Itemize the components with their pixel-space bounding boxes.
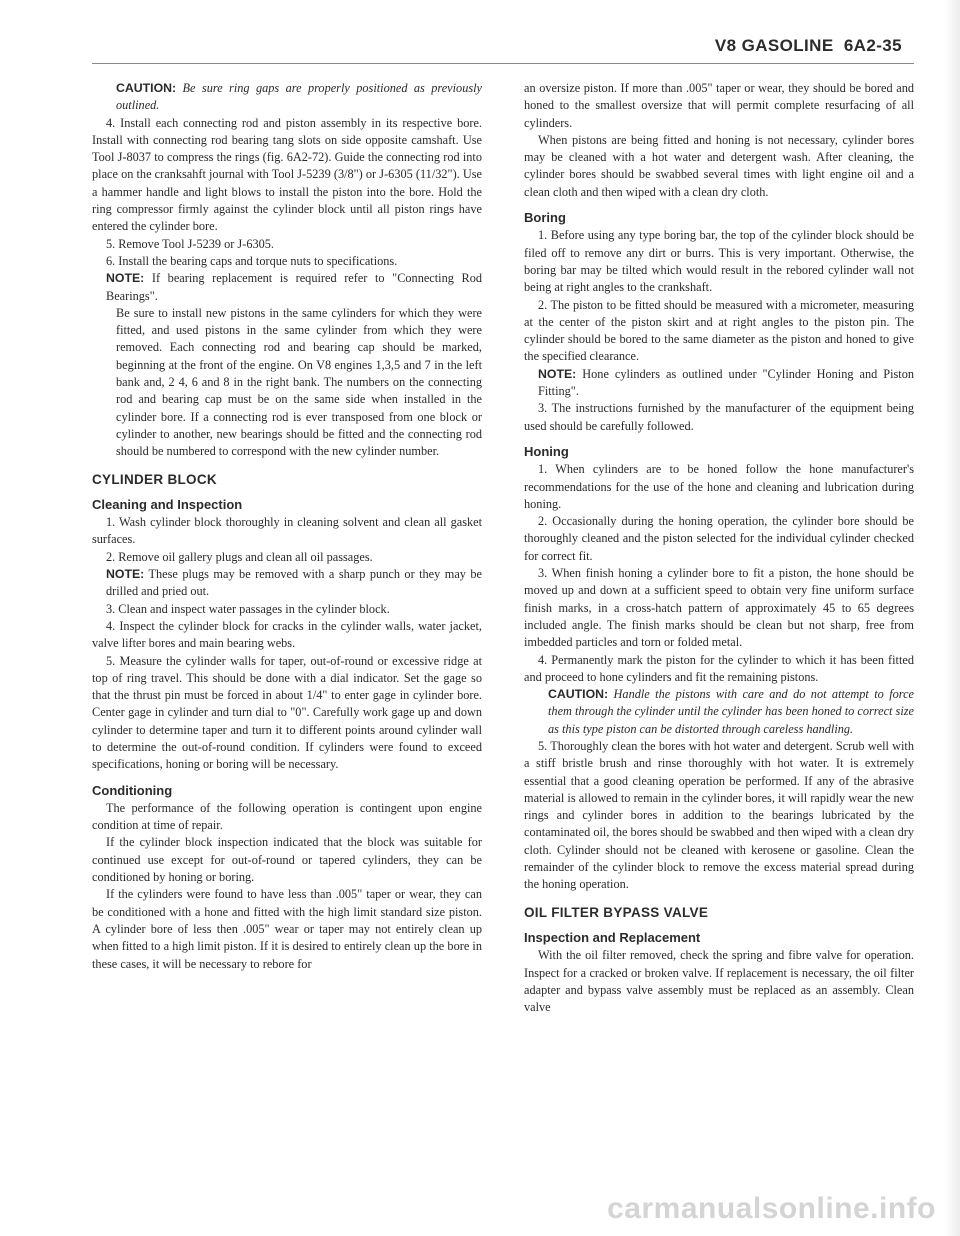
subheading-inspection: Inspection and Replacement xyxy=(524,929,701,945)
section-title: V8 GASOLINE xyxy=(714,36,834,55)
watermark: carmanualsonline.info xyxy=(607,1192,936,1225)
body-paragraph: If the cylinders were found to have less than .005" taper or wear, they can be conditioned with a hone and fitted with the high limit standard size piston. A cylinder bore of less then .005" wear or taper may not entirely clean up when fitted to a high limit piston. If it is desired to entirely clean up the bore in these cases, it will be necessary to rebore for xyxy=(92,887,482,971)
note-paragraph xyxy=(524,366,914,401)
note-paragraph xyxy=(92,270,482,305)
header-rule xyxy=(92,63,914,64)
note-continuation: Be sure to install new pistons in the same cylinders for which they were fitted, and used pistons in the same cylinder from which they were removed. Each connecting rod and bearing cap should be marked, beginning at the front of the engine. On V8 engines 1,3,5 and 7 in the left bank and, 2 4, 6 and 8 in the right bank. The numbers on the connecting rod and bearing cap must be on the same side when installed in the cylinder bore. If a connecting rod is ever transposed from one block or cylinder to another, new bearings should be fitted and the connecting rod should be numbered to correspond with the new cylinder number. xyxy=(116,305,482,459)
page-number: 6A2-35 xyxy=(843,36,902,55)
step-paragraph: 4. Install each connecting rod and piston assembly in its respective bore. Install with connecting rod bearing tang slots on side opposite camshaft. Use Tool J-8037 to compress the rings (fig. 6A2-72). Guide the connecting rod into place on the cranksahft journal with Tool J-5239 (3/8") or J-6305 (11/32"). Use a hammer handle and light blows to install the piston into the bore. Hold the ring compressor firmly against the cylinder block until all piston rings have entered the cylinder bore. xyxy=(92,115,482,234)
subheading-boring: Boring xyxy=(524,210,566,226)
note-text: These plugs may be removed with a sharp punch or they may be drilled and pried out. xyxy=(106,567,482,599)
page-header xyxy=(715,36,902,56)
body-paragraph: If the cylinder block inspection indicated that the block was suitable for continued use except for out-of-round or tapered cylinders, they can be conditioned by honing or boring. xyxy=(92,835,482,885)
note-label: NOTE: xyxy=(106,567,145,582)
left-column xyxy=(92,80,482,973)
body-paragraph: The performance of the following operation is contingent upon engine condition at time of repair. xyxy=(92,800,482,833)
step-paragraph: 4. Inspect the cylinder block for cracks in the cylinder walls, water jacket, valve lifter bores and main bearing webs. xyxy=(92,618,482,651)
step-paragraph: 3. Clean and inspect water passages in the cylinder block. xyxy=(106,601,390,616)
step-paragraph: 2. The piston to be fitted should be measured with a micrometer, measuring at the center of the piston skirt and at right angles to the piston pin. The cylinder should be bored to the same diameter as the piston and honed to give the specified clearance. xyxy=(524,297,914,364)
step-paragraph: 1. Wash cylinder block thoroughly in cleaning solvent and clean all gasket surfaces. xyxy=(92,515,482,547)
caution-label: CAUTION: xyxy=(116,81,177,95)
subheading-honing: Honing xyxy=(524,443,569,459)
caution-text: Handle the pistons with care and do not attempt to force them through the cylinder until the cylinder has been honed to correct size as this type piston can be distorted through careless handling. xyxy=(548,687,915,736)
caution-paragraph xyxy=(92,80,482,115)
page-edge-shadow xyxy=(944,0,960,1236)
step-paragraph: 2. Occasionally during the honing operation, the cylinder bore should be thoroughly cleaned and the piston selected for the individual cylinder checked for correct fit. xyxy=(524,514,914,563)
section-heading-cylinder-block: CYLINDER BLOCK xyxy=(92,471,217,487)
step-paragraph: 3. The instructions furnished by the manufacturer of the equipment being used should be carefully followed. xyxy=(524,401,914,433)
note-label: NOTE: xyxy=(538,366,577,381)
step-paragraph: 5. Thoroughly clean the bores with hot water and detergent. Scrub well with a stiff bristle brush and rinse thoroughly with hot water. It is extremely essential that a good cleaning operation be performed. If any of the abrasive material is allowed to remain in the cylinder bores, it will rapidly wear the new rings and cylinder bores in addition to the bearings lubricated by the contaminated oil, the bores should be swabbed and then wiped with a clean dry cloth. Cylinder should not be cleaned with kerosene or gasoline. Clean the remainder of the cylinder block to remove the excess material spread during the honing operation. xyxy=(524,738,914,892)
note-paragraph xyxy=(92,566,482,601)
step-paragraph: 3. When finish honing a cylinder bore to fit a piston, the hone should be moved up and down at a sufficient speed to obtain very fine uniform surface finish marks, in a cross-hatch pattern of approximately 45 to 65 degrees included angle. The finish marks should be clean but not sharp, free from imbedded particles and torn or folded metal. xyxy=(524,566,914,650)
caution-label: CAUTION: xyxy=(548,687,609,702)
subheading-cleaning: Cleaning and Inspection xyxy=(92,496,243,512)
step-paragraph: 1. Before using any type boring bar, the top of the cylinder block should be filed off to remove any dirt or burrs. This is very important. Otherwise, the boring bar may be tilted which would result in the rebored cylinder wall not being at right angles to the crankshaft. xyxy=(524,228,914,295)
step-paragraph: 5. Measure the cylinder walls for taper, out-of-round or excessive ridge at top of ring travel. This should be done with a dial indicator. Set the gage so that the thrust pin must be forced in about 1/4" to enter gage in cylinder bore. Center gage in cylinder and turn dial to "0". Carefully work gage up and down cylinder to determine taper and turn it to different points around cylinder wall to determine the out-of-round condition. If cylinders were found to exceed specifications, honing or boring will be necessary. xyxy=(92,653,482,772)
caution-paragraph xyxy=(524,686,914,738)
note-text: Hone cylinders as outlined under "Cylinder Honing and Piston Fitting". xyxy=(538,366,914,399)
note-text: If bearing replacement is required refer to "Connecting Rod Bearings". xyxy=(106,271,482,303)
step-paragraph: 5. Remove Tool J-5239 or J-6305. xyxy=(106,236,274,251)
body-paragraph: When pistons are being fitted and honing is not necessary, cylinder bores may be cleaned with a hot water and detergent wash. After cleaning, the cylinder bores should be swabbed several times with light engine oil and a clean cloth and then wiped with a clean dry cloth. xyxy=(524,132,914,199)
subheading-conditioning: Conditioning xyxy=(92,782,173,798)
caution-text: Be sure ring gaps are properly positioned as previously outlined. xyxy=(116,81,483,113)
right-column xyxy=(524,80,914,1016)
step-paragraph: 4. Permanently mark the piston for the cylinder to which it has been fitted and proceed to hone cylinders and fit the remaining pistons. xyxy=(524,652,914,684)
step-paragraph: 1. When cylinders are to be honed follow the hone manufacturer's recommendations for the use of the hone and cleaning and lubrication during honing. xyxy=(524,462,914,511)
step-paragraph: 2. Remove oil gallery plugs and clean all oil passages. xyxy=(106,549,373,564)
note-label: NOTE: xyxy=(106,271,145,286)
body-paragraph: With the oil filter removed, check the spring and fibre valve for operation. Inspect for a cracked or broken valve. If replacement is necessary, the oil filter adapter and bypass valve assembly must be replaced as an assembly. Clean valve xyxy=(524,948,914,1015)
body-paragraph: an oversize piston. If more than .005" taper or wear, they should be bored and honed to the smallest oversize that will permit complete resurfacing of all cylinders. xyxy=(524,81,914,130)
step-paragraph: 6. Install the bearing caps and torque nuts to specifications. xyxy=(106,253,398,268)
section-heading-oil-filter: OIL FILTER BYPASS VALVE xyxy=(524,904,709,920)
